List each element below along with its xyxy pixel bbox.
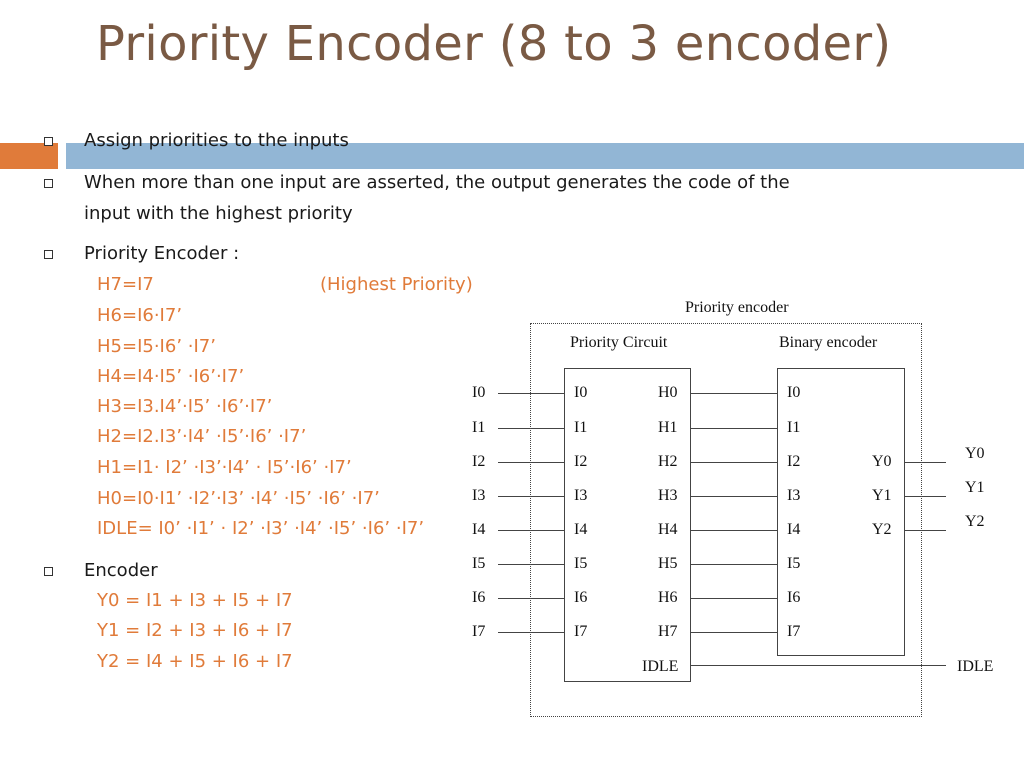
ext-input-label: I1 <box>472 419 486 436</box>
internal-wire <box>691 428 777 429</box>
input-wire <box>498 598 564 599</box>
circuit-input-pin: I7 <box>574 623 588 640</box>
ext-output-label: Y2 <box>965 513 985 530</box>
ext-input-label: I4 <box>472 521 486 538</box>
bullet-marker <box>44 137 53 146</box>
encoder-input-pin: I6 <box>787 589 801 606</box>
output-wire <box>905 530 946 531</box>
circuit-input-pin: I6 <box>574 589 588 606</box>
eq-h0: H0=I0·I1’ ·I2’·I3’ ·I4’ ·I5’ ·I6’ ·I7’ <box>97 488 380 509</box>
bullet-marker <box>44 567 53 576</box>
input-wire <box>498 564 564 565</box>
eq-h3: H3=I3.I4’·I5’ ·I6’·I7’ <box>97 396 273 417</box>
idle-wire <box>691 665 946 666</box>
encoder-input-pin: I5 <box>787 555 801 572</box>
bullet-marker <box>44 250 53 259</box>
output-wire <box>905 462 946 463</box>
internal-wire <box>691 530 777 531</box>
encoder-output-pin: Y0 <box>872 453 892 470</box>
bullet-marker <box>44 179 53 188</box>
ext-input-label: I3 <box>472 487 486 504</box>
eq-h2: H2=I2.I3’·I4’ ·I5’·I6’ ·I7’ <box>97 426 307 447</box>
encoder-input-pin: I7 <box>787 623 801 640</box>
outer-block-label: Priority encoder <box>685 299 789 316</box>
priority-circuit-label: Priority Circuit <box>570 334 668 351</box>
encoder-input-pin: I3 <box>787 487 801 504</box>
eq-h7-note: (Highest Priority) <box>320 274 473 295</box>
encoder-input-pin: I1 <box>787 419 801 436</box>
circuit-input-pin: I3 <box>574 487 588 504</box>
encoder-input-pin: I4 <box>787 521 801 538</box>
output-wire <box>905 496 946 497</box>
binary-encoder-label: Binary encoder <box>779 334 878 351</box>
circuit-idle-pin: IDLE <box>642 658 679 675</box>
encoder-input-pin: I0 <box>787 384 801 401</box>
ext-output-label: Y1 <box>965 479 985 496</box>
eq-h4: H4=I4·I5’ ·I6’·I7’ <box>97 366 245 387</box>
input-wire <box>498 393 564 394</box>
eq-y0: Y0 = I1 + I3 + I5 + I7 <box>97 590 293 611</box>
eq-h1: H1=I1· I2’ ·I3’·I4’ · I5’·I6’ ·I7’ <box>97 457 352 478</box>
eq-h7: H7=I7 <box>97 274 154 295</box>
binary-encoder-block <box>777 368 905 656</box>
input-wire <box>498 428 564 429</box>
internal-wire <box>691 393 777 394</box>
bullet-multiple-inputs-line2: input with the highest priority <box>84 203 353 224</box>
ext-output-label: Y0 <box>965 445 985 462</box>
ext-input-label: I5 <box>472 555 486 572</box>
bullet-encoder: Encoder <box>84 560 158 581</box>
ext-input-label: I0 <box>472 384 486 401</box>
bullet-priority-encoder: Priority Encoder : <box>84 243 240 264</box>
circuit-output-pin: H7 <box>658 623 678 640</box>
input-wire <box>498 496 564 497</box>
ext-input-label: I7 <box>472 623 486 640</box>
eq-h6: H6=I6·I7’ <box>97 305 183 326</box>
circuit-output-pin: H1 <box>658 419 678 436</box>
circuit-output-pin: H0 <box>658 384 678 401</box>
internal-wire <box>691 496 777 497</box>
encoder-output-pin: Y1 <box>872 487 892 504</box>
eq-idle: IDLE= I0’ ·I1’ · I2’ ·I3’ ·I4’ ·I5’ ·I6’ ·I7’ <box>97 518 425 539</box>
circuit-output-pin: H3 <box>658 487 678 504</box>
eq-y2: Y2 = I4 + I5 + I6 + I7 <box>97 651 293 672</box>
circuit-input-pin: I2 <box>574 453 588 470</box>
circuit-input-pin: I0 <box>574 384 588 401</box>
circuit-output-pin: H4 <box>658 521 678 538</box>
circuit-input-pin: I1 <box>574 419 588 436</box>
ext-input-label: I2 <box>472 453 486 470</box>
internal-wire <box>691 598 777 599</box>
circuit-input-pin: I5 <box>574 555 588 572</box>
accent-bar-orange <box>0 143 58 169</box>
encoder-input-pin: I2 <box>787 453 801 470</box>
input-wire <box>498 632 564 633</box>
bullet-assign-priorities: Assign priorities to the inputs <box>84 130 349 151</box>
slide-title: Priority Encoder (8 to 3 encoder) <box>96 16 892 72</box>
input-wire <box>498 530 564 531</box>
internal-wire <box>691 564 777 565</box>
eq-h5: H5=I5·I6’ ·I7’ <box>97 336 216 357</box>
eq-y1: Y1 = I2 + I3 + I6 + I7 <box>97 620 293 641</box>
encoder-output-pin: Y2 <box>872 521 892 538</box>
circuit-output-pin: H5 <box>658 555 678 572</box>
ext-input-label: I6 <box>472 589 486 606</box>
ext-idle-label: IDLE <box>957 658 994 675</box>
bullet-multiple-inputs-line1: When more than one input are asserted, the output generates the code of the <box>84 172 790 193</box>
internal-wire <box>691 632 777 633</box>
circuit-output-pin: H6 <box>658 589 678 606</box>
circuit-input-pin: I4 <box>574 521 588 538</box>
circuit-output-pin: H2 <box>658 453 678 470</box>
internal-wire <box>691 462 777 463</box>
input-wire <box>498 462 564 463</box>
